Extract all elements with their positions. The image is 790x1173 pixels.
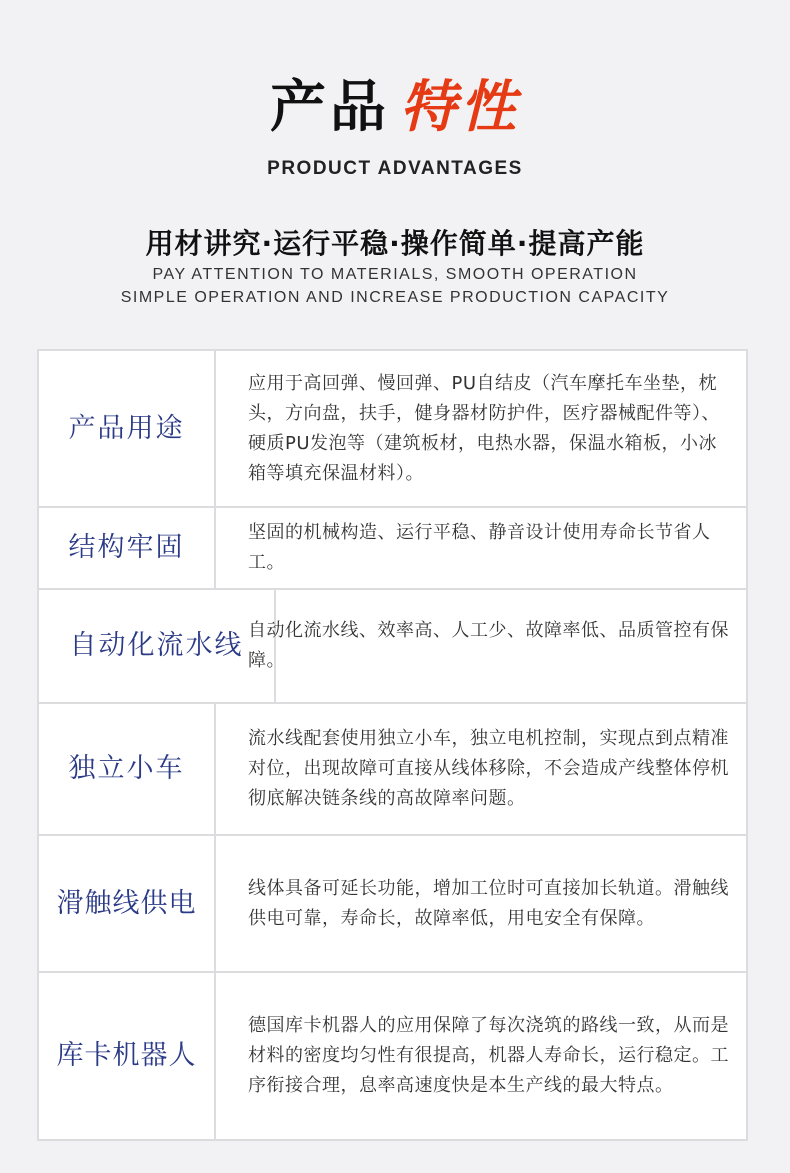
slogan-english-line-2: SIMPLE OPERATION AND INCREASE PRODUCTION CAPACITY <box>120 289 670 306</box>
table-row <box>39 588 746 702</box>
table-row <box>39 506 746 588</box>
row-label: 结构牢固 <box>39 508 216 588</box>
row-description: 坚固的机械构造、运行平稳、静音设计使用寿命长节省人工。 <box>248 522 711 573</box>
advantages-table <box>37 349 748 1141</box>
slogan-english-line-1: PAY ATTENTION TO MATERIALS, SMOOTH OPERATION <box>152 266 638 283</box>
page-title <box>0 72 790 144</box>
row-description: 应用于高回弹、慢回弹、PU自结皮（汽车摩托车坐垫，枕头，方向盘，扶手，健身器材防护件，医疗器械配件等）、硬质PU发泡等（建筑板材，电热水器，保温水箱板，小冰箱等填充保温材料）。 <box>248 372 720 484</box>
table-row <box>39 351 746 506</box>
row-description: 自动化流水线、效率高、人工少、故障率低、品质管控有保障。 <box>248 620 729 671</box>
row-description: 德国库卡机器人的应用保障了每次浇筑的路线一致，从而是材料的密度均匀性有很提高，机器人寿命长，运行稳定。工序衔接合理，息率高速度快是本生产线的最大特点。 <box>248 1015 729 1096</box>
table-row <box>39 971 746 1139</box>
row-description: 流水线配套使用独立小车，独立电机控制，实现点到点精准对位，出现故障可直接从线体移除，不会造成产线整体停机彻底解决链条线的高故障率问题。 <box>248 728 729 809</box>
row-label: 产品用途 <box>39 351 216 506</box>
table-row <box>39 834 746 971</box>
row-label: 自动化流水线 <box>39 590 276 702</box>
title-black-part: 产品 <box>270 75 390 140</box>
row-label: 独立小车 <box>39 704 216 834</box>
row-label: 滑触线供电 <box>39 836 216 971</box>
title-english: PRODUCT ADVANTAGES <box>267 158 523 179</box>
row-label: 库卡机器人 <box>39 973 216 1139</box>
row-description: 线体具备可延长功能，增加工位时可直接加长轨道。滑触线供电可靠，寿命长，故障率低，用电安全有保障。 <box>248 877 729 929</box>
slogan: 用材讲究·运行平稳·操作简单·提高产能 <box>145 227 645 260</box>
title-red-part: 特性 <box>400 75 520 140</box>
table-row <box>39 702 746 834</box>
section-header <box>0 72 790 144</box>
